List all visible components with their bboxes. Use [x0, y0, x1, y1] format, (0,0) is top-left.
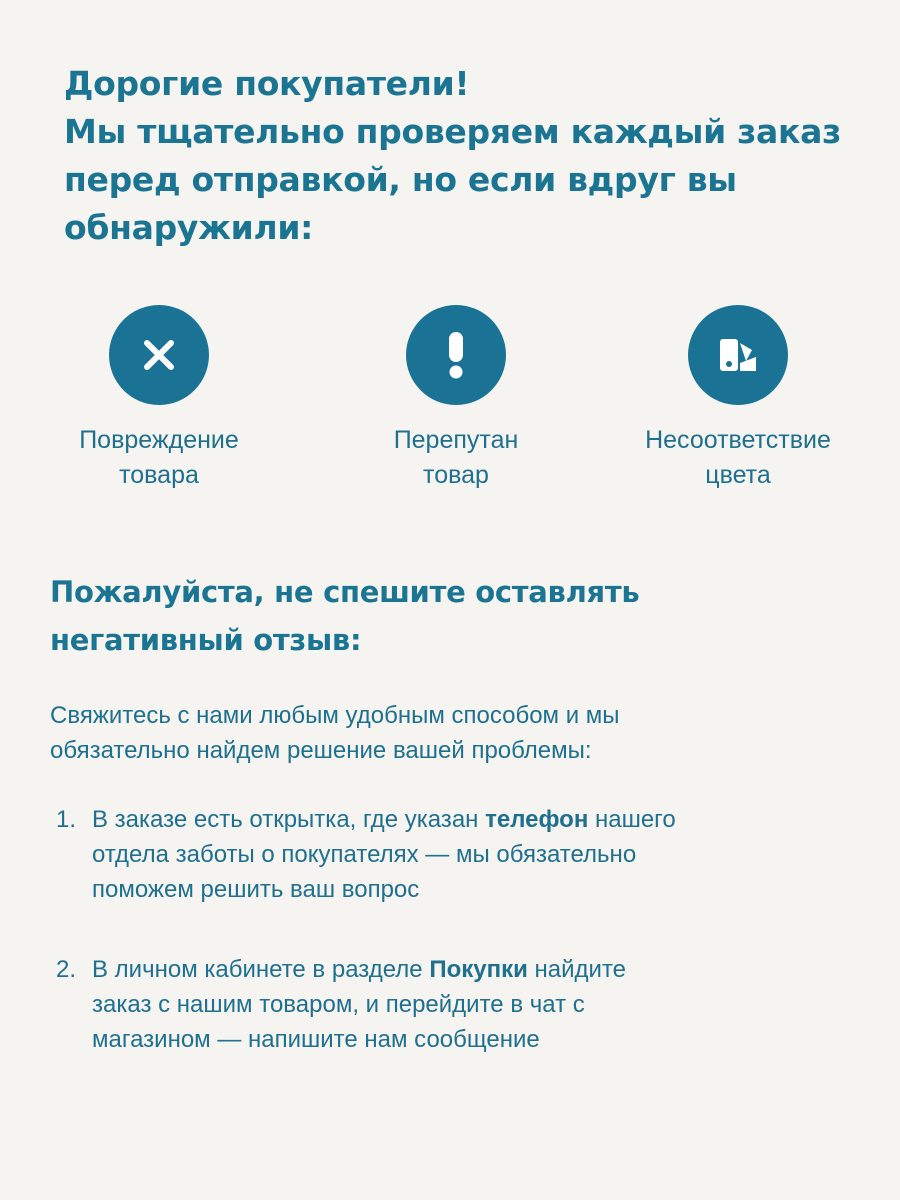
- step-line: магазином — напишите нам сообщение: [92, 1026, 540, 1053]
- step-number: 1.: [56, 806, 77, 833]
- contact-line: Свяжитесь с нами любым удобным способом и мы: [50, 702, 620, 729]
- issue-color-mismatch: [608, 305, 868, 493]
- intro-line: Мы тщательно проверяем каждый заказ: [64, 112, 841, 151]
- exclamation-icon: [406, 305, 506, 405]
- contact-line: обязательно найдем решение вашей проблемы:: [50, 737, 592, 764]
- issue-label: Повреждение товара: [79, 426, 239, 489]
- plea-line: Пожалуйста, не спешите оставлять: [50, 575, 640, 609]
- issue-label: Несоответствие цвета: [645, 426, 831, 489]
- emphasis-purchases: Покупки: [429, 956, 528, 983]
- issue-label: Перепутан товар: [393, 426, 519, 489]
- step-line: В личном кабинете в разделе Покупки найдите: [92, 956, 627, 983]
- step-line: отдела заботы о покупателях — мы обязательно: [92, 841, 637, 868]
- intro-line: Дорогие покупатели!: [64, 64, 470, 103]
- step-line: поможем решить ваш вопрос: [92, 876, 420, 903]
- issue-list: [0, 305, 900, 505]
- color-swatch-icon: [688, 305, 788, 405]
- step-number: 2.: [56, 956, 77, 983]
- plea-line: негативный отзыв:: [50, 623, 362, 657]
- step-line: В заказе есть открытка, где указан телефон нашего: [92, 806, 676, 833]
- close-icon: [109, 305, 209, 405]
- list-item: [56, 952, 856, 1057]
- contact-text: [50, 698, 870, 768]
- step-line: заказ с нашим товаром, и перейдите в чат с: [92, 991, 585, 1018]
- intro-line: перед отправкой, но если вдруг вы: [64, 160, 737, 199]
- list-item: [56, 802, 856, 907]
- steps-list: [56, 802, 856, 1102]
- plea-heading: [50, 568, 870, 664]
- intro-line: обнаружили:: [64, 208, 314, 247]
- emphasis-phone: телефон: [485, 806, 589, 833]
- intro-heading: [64, 60, 854, 252]
- issue-mixed-up: [326, 305, 586, 493]
- issue-damage: [29, 305, 289, 493]
